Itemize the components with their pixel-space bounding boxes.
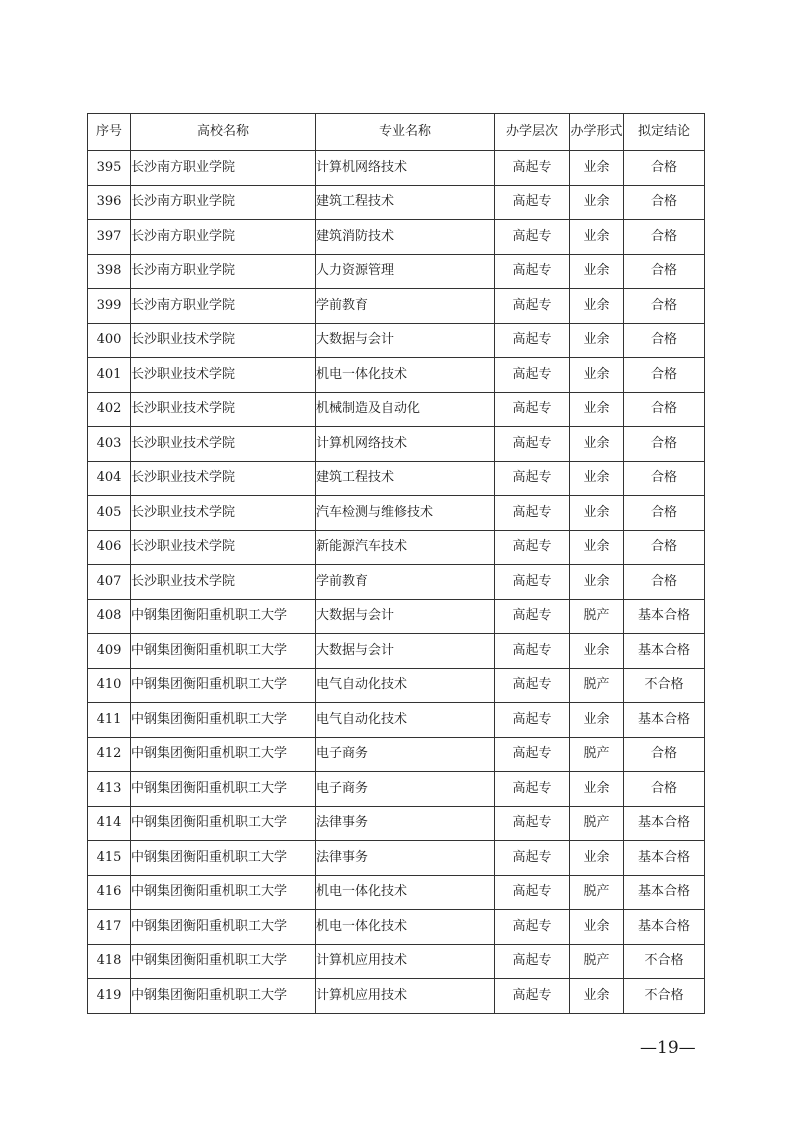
cell-seq: 403 — [88, 427, 131, 462]
cell-form: 脱产 — [570, 875, 624, 910]
cell-major: 机械制造及自动化 — [316, 392, 495, 427]
table-row — [88, 979, 705, 1014]
header-level: 办学层次 — [495, 114, 570, 151]
cell-seq: 408 — [88, 599, 131, 634]
cell-form: 业余 — [570, 496, 624, 531]
cell-level: 高起专 — [495, 392, 570, 427]
cell-result: 合格 — [624, 323, 705, 358]
cell-form: 业余 — [570, 461, 624, 496]
cell-form: 业余 — [570, 703, 624, 738]
cell-major: 电子商务 — [316, 772, 495, 807]
table-row — [88, 358, 705, 393]
table-row — [88, 875, 705, 910]
cell-form: 脱产 — [570, 944, 624, 979]
cell-result: 合格 — [624, 565, 705, 600]
table-row — [88, 392, 705, 427]
cell-major: 大数据与会计 — [316, 599, 495, 634]
cell-result: 基本合格 — [624, 875, 705, 910]
table-row — [88, 737, 705, 772]
cell-form: 业余 — [570, 979, 624, 1014]
cell-level: 高起专 — [495, 806, 570, 841]
cell-seq: 404 — [88, 461, 131, 496]
cell-form: 业余 — [570, 392, 624, 427]
header-form: 办学形式 — [570, 114, 624, 151]
cell-level: 高起专 — [495, 427, 570, 462]
cell-result: 基本合格 — [624, 841, 705, 876]
table-body — [88, 151, 705, 1014]
cell-major: 电子商务 — [316, 737, 495, 772]
table-row — [88, 185, 705, 220]
cell-level: 高起专 — [495, 841, 570, 876]
cell-school: 长沙南方职业学院 — [131, 289, 316, 324]
cell-seq: 400 — [88, 323, 131, 358]
table-row — [88, 565, 705, 600]
cell-school: 中钢集团衡阳重机职工大学 — [131, 703, 316, 738]
cell-major: 法律事务 — [316, 806, 495, 841]
cell-school: 长沙职业技术学院 — [131, 565, 316, 600]
cell-form: 业余 — [570, 185, 624, 220]
cell-major: 计算机网络技术 — [316, 427, 495, 462]
cell-level: 高起专 — [495, 703, 570, 738]
cell-level: 高起专 — [495, 496, 570, 531]
cell-school: 长沙职业技术学院 — [131, 496, 316, 531]
cell-form: 业余 — [570, 323, 624, 358]
cell-level: 高起专 — [495, 254, 570, 289]
table-row — [88, 703, 705, 738]
evaluation-table — [87, 113, 705, 1014]
cell-seq: 409 — [88, 634, 131, 669]
cell-school: 长沙职业技术学院 — [131, 323, 316, 358]
cell-major: 建筑工程技术 — [316, 461, 495, 496]
cell-seq: 395 — [88, 151, 131, 186]
cell-level: 高起专 — [495, 220, 570, 255]
cell-seq: 396 — [88, 185, 131, 220]
cell-form: 业余 — [570, 565, 624, 600]
cell-school: 中钢集团衡阳重机职工大学 — [131, 599, 316, 634]
cell-major: 电气自动化技术 — [316, 703, 495, 738]
cell-form: 业余 — [570, 634, 624, 669]
cell-school: 长沙职业技术学院 — [131, 392, 316, 427]
cell-form: 脱产 — [570, 737, 624, 772]
cell-result: 合格 — [624, 289, 705, 324]
cell-result: 基本合格 — [624, 910, 705, 945]
header-seq: 序号 — [88, 114, 131, 151]
cell-result: 基本合格 — [624, 599, 705, 634]
cell-school: 中钢集团衡阳重机职工大学 — [131, 841, 316, 876]
cell-school: 中钢集团衡阳重机职工大学 — [131, 910, 316, 945]
table-row — [88, 323, 705, 358]
cell-form: 业余 — [570, 841, 624, 876]
cell-seq: 410 — [88, 668, 131, 703]
cell-major: 电气自动化技术 — [316, 668, 495, 703]
cell-level: 高起专 — [495, 151, 570, 186]
cell-major: 计算机网络技术 — [316, 151, 495, 186]
cell-result: 基本合格 — [624, 806, 705, 841]
table-row — [88, 496, 705, 531]
cell-level: 高起专 — [495, 944, 570, 979]
cell-seq: 413 — [88, 772, 131, 807]
header-major: 专业名称 — [316, 114, 495, 151]
cell-major: 大数据与会计 — [316, 323, 495, 358]
cell-major: 人力资源管理 — [316, 254, 495, 289]
cell-level: 高起专 — [495, 358, 570, 393]
table-row — [88, 772, 705, 807]
cell-result: 合格 — [624, 461, 705, 496]
cell-major: 学前教育 — [316, 289, 495, 324]
cell-result: 合格 — [624, 392, 705, 427]
cell-level: 高起专 — [495, 185, 570, 220]
cell-form: 业余 — [570, 289, 624, 324]
cell-school: 长沙南方职业学院 — [131, 185, 316, 220]
cell-level: 高起专 — [495, 289, 570, 324]
cell-seq: 406 — [88, 530, 131, 565]
cell-school: 长沙职业技术学院 — [131, 461, 316, 496]
table-row — [88, 634, 705, 669]
cell-school: 长沙职业技术学院 — [131, 530, 316, 565]
cell-school: 中钢集团衡阳重机职工大学 — [131, 737, 316, 772]
cell-major: 机电一体化技术 — [316, 910, 495, 945]
cell-major: 新能源汽车技术 — [316, 530, 495, 565]
cell-school: 中钢集团衡阳重机职工大学 — [131, 772, 316, 807]
cell-major: 建筑消防技术 — [316, 220, 495, 255]
cell-form: 业余 — [570, 910, 624, 945]
cell-school: 长沙南方职业学院 — [131, 254, 316, 289]
cell-level: 高起专 — [495, 634, 570, 669]
cell-school: 长沙南方职业学院 — [131, 220, 316, 255]
cell-school: 长沙职业技术学院 — [131, 427, 316, 462]
cell-school: 中钢集团衡阳重机职工大学 — [131, 806, 316, 841]
header-result: 拟定结论 — [624, 114, 705, 151]
cell-level: 高起专 — [495, 737, 570, 772]
cell-form: 脱产 — [570, 599, 624, 634]
cell-major: 大数据与会计 — [316, 634, 495, 669]
table-row — [88, 289, 705, 324]
cell-level: 高起专 — [495, 323, 570, 358]
cell-major: 汽车检测与维修技术 — [316, 496, 495, 531]
cell-level: 高起专 — [495, 461, 570, 496]
cell-result: 合格 — [624, 496, 705, 531]
cell-seq: 402 — [88, 392, 131, 427]
cell-form: 脱产 — [570, 668, 624, 703]
cell-seq: 412 — [88, 737, 131, 772]
cell-school: 中钢集团衡阳重机职工大学 — [131, 944, 316, 979]
cell-seq: 418 — [88, 944, 131, 979]
cell-school: 中钢集团衡阳重机职工大学 — [131, 634, 316, 669]
cell-form: 业余 — [570, 772, 624, 807]
cell-level: 高起专 — [495, 565, 570, 600]
table-row — [88, 599, 705, 634]
cell-major: 计算机应用技术 — [316, 944, 495, 979]
cell-school: 中钢集团衡阳重机职工大学 — [131, 668, 316, 703]
cell-seq: 405 — [88, 496, 131, 531]
table-row — [88, 668, 705, 703]
cell-form: 业余 — [570, 254, 624, 289]
cell-result: 基本合格 — [624, 703, 705, 738]
page-number: —19— — [640, 1038, 696, 1058]
cell-result: 不合格 — [624, 944, 705, 979]
header-school: 高校名称 — [131, 114, 316, 151]
cell-level: 高起专 — [495, 599, 570, 634]
cell-form: 业余 — [570, 530, 624, 565]
cell-form: 业余 — [570, 427, 624, 462]
cell-major: 计算机应用技术 — [316, 979, 495, 1014]
cell-level: 高起专 — [495, 875, 570, 910]
cell-seq: 416 — [88, 875, 131, 910]
cell-result: 基本合格 — [624, 634, 705, 669]
cell-seq: 411 — [88, 703, 131, 738]
table-row — [88, 220, 705, 255]
cell-level: 高起专 — [495, 979, 570, 1014]
cell-level: 高起专 — [495, 668, 570, 703]
table-row — [88, 254, 705, 289]
cell-result: 合格 — [624, 737, 705, 772]
cell-major: 法律事务 — [316, 841, 495, 876]
table-row — [88, 427, 705, 462]
cell-seq: 401 — [88, 358, 131, 393]
cell-result: 不合格 — [624, 668, 705, 703]
cell-seq: 407 — [88, 565, 131, 600]
cell-result: 合格 — [624, 151, 705, 186]
cell-result: 合格 — [624, 254, 705, 289]
table-row — [88, 530, 705, 565]
cell-major: 机电一体化技术 — [316, 358, 495, 393]
cell-seq: 397 — [88, 220, 131, 255]
table-row — [88, 806, 705, 841]
cell-major: 建筑工程技术 — [316, 185, 495, 220]
table-row — [88, 841, 705, 876]
table-header-row — [88, 114, 705, 151]
cell-seq: 398 — [88, 254, 131, 289]
cell-form: 业余 — [570, 151, 624, 186]
cell-result: 合格 — [624, 358, 705, 393]
cell-seq: 419 — [88, 979, 131, 1014]
cell-level: 高起专 — [495, 910, 570, 945]
cell-seq: 415 — [88, 841, 131, 876]
cell-result: 合格 — [624, 772, 705, 807]
cell-school: 长沙南方职业学院 — [131, 151, 316, 186]
table-row — [88, 944, 705, 979]
cell-seq: 417 — [88, 910, 131, 945]
cell-school: 中钢集团衡阳重机职工大学 — [131, 979, 316, 1014]
cell-major: 学前教育 — [316, 565, 495, 600]
cell-result: 合格 — [624, 185, 705, 220]
cell-level: 高起专 — [495, 772, 570, 807]
cell-form: 业余 — [570, 220, 624, 255]
table-row — [88, 461, 705, 496]
cell-major: 机电一体化技术 — [316, 875, 495, 910]
cell-school: 长沙职业技术学院 — [131, 358, 316, 393]
cell-school: 中钢集团衡阳重机职工大学 — [131, 875, 316, 910]
cell-level: 高起专 — [495, 530, 570, 565]
cell-form: 脱产 — [570, 806, 624, 841]
table-row — [88, 910, 705, 945]
cell-result: 不合格 — [624, 979, 705, 1014]
table-row — [88, 151, 705, 186]
cell-result: 合格 — [624, 220, 705, 255]
cell-result: 合格 — [624, 530, 705, 565]
cell-seq: 399 — [88, 289, 131, 324]
cell-form: 业余 — [570, 358, 624, 393]
cell-result: 合格 — [624, 427, 705, 462]
cell-seq: 414 — [88, 806, 131, 841]
